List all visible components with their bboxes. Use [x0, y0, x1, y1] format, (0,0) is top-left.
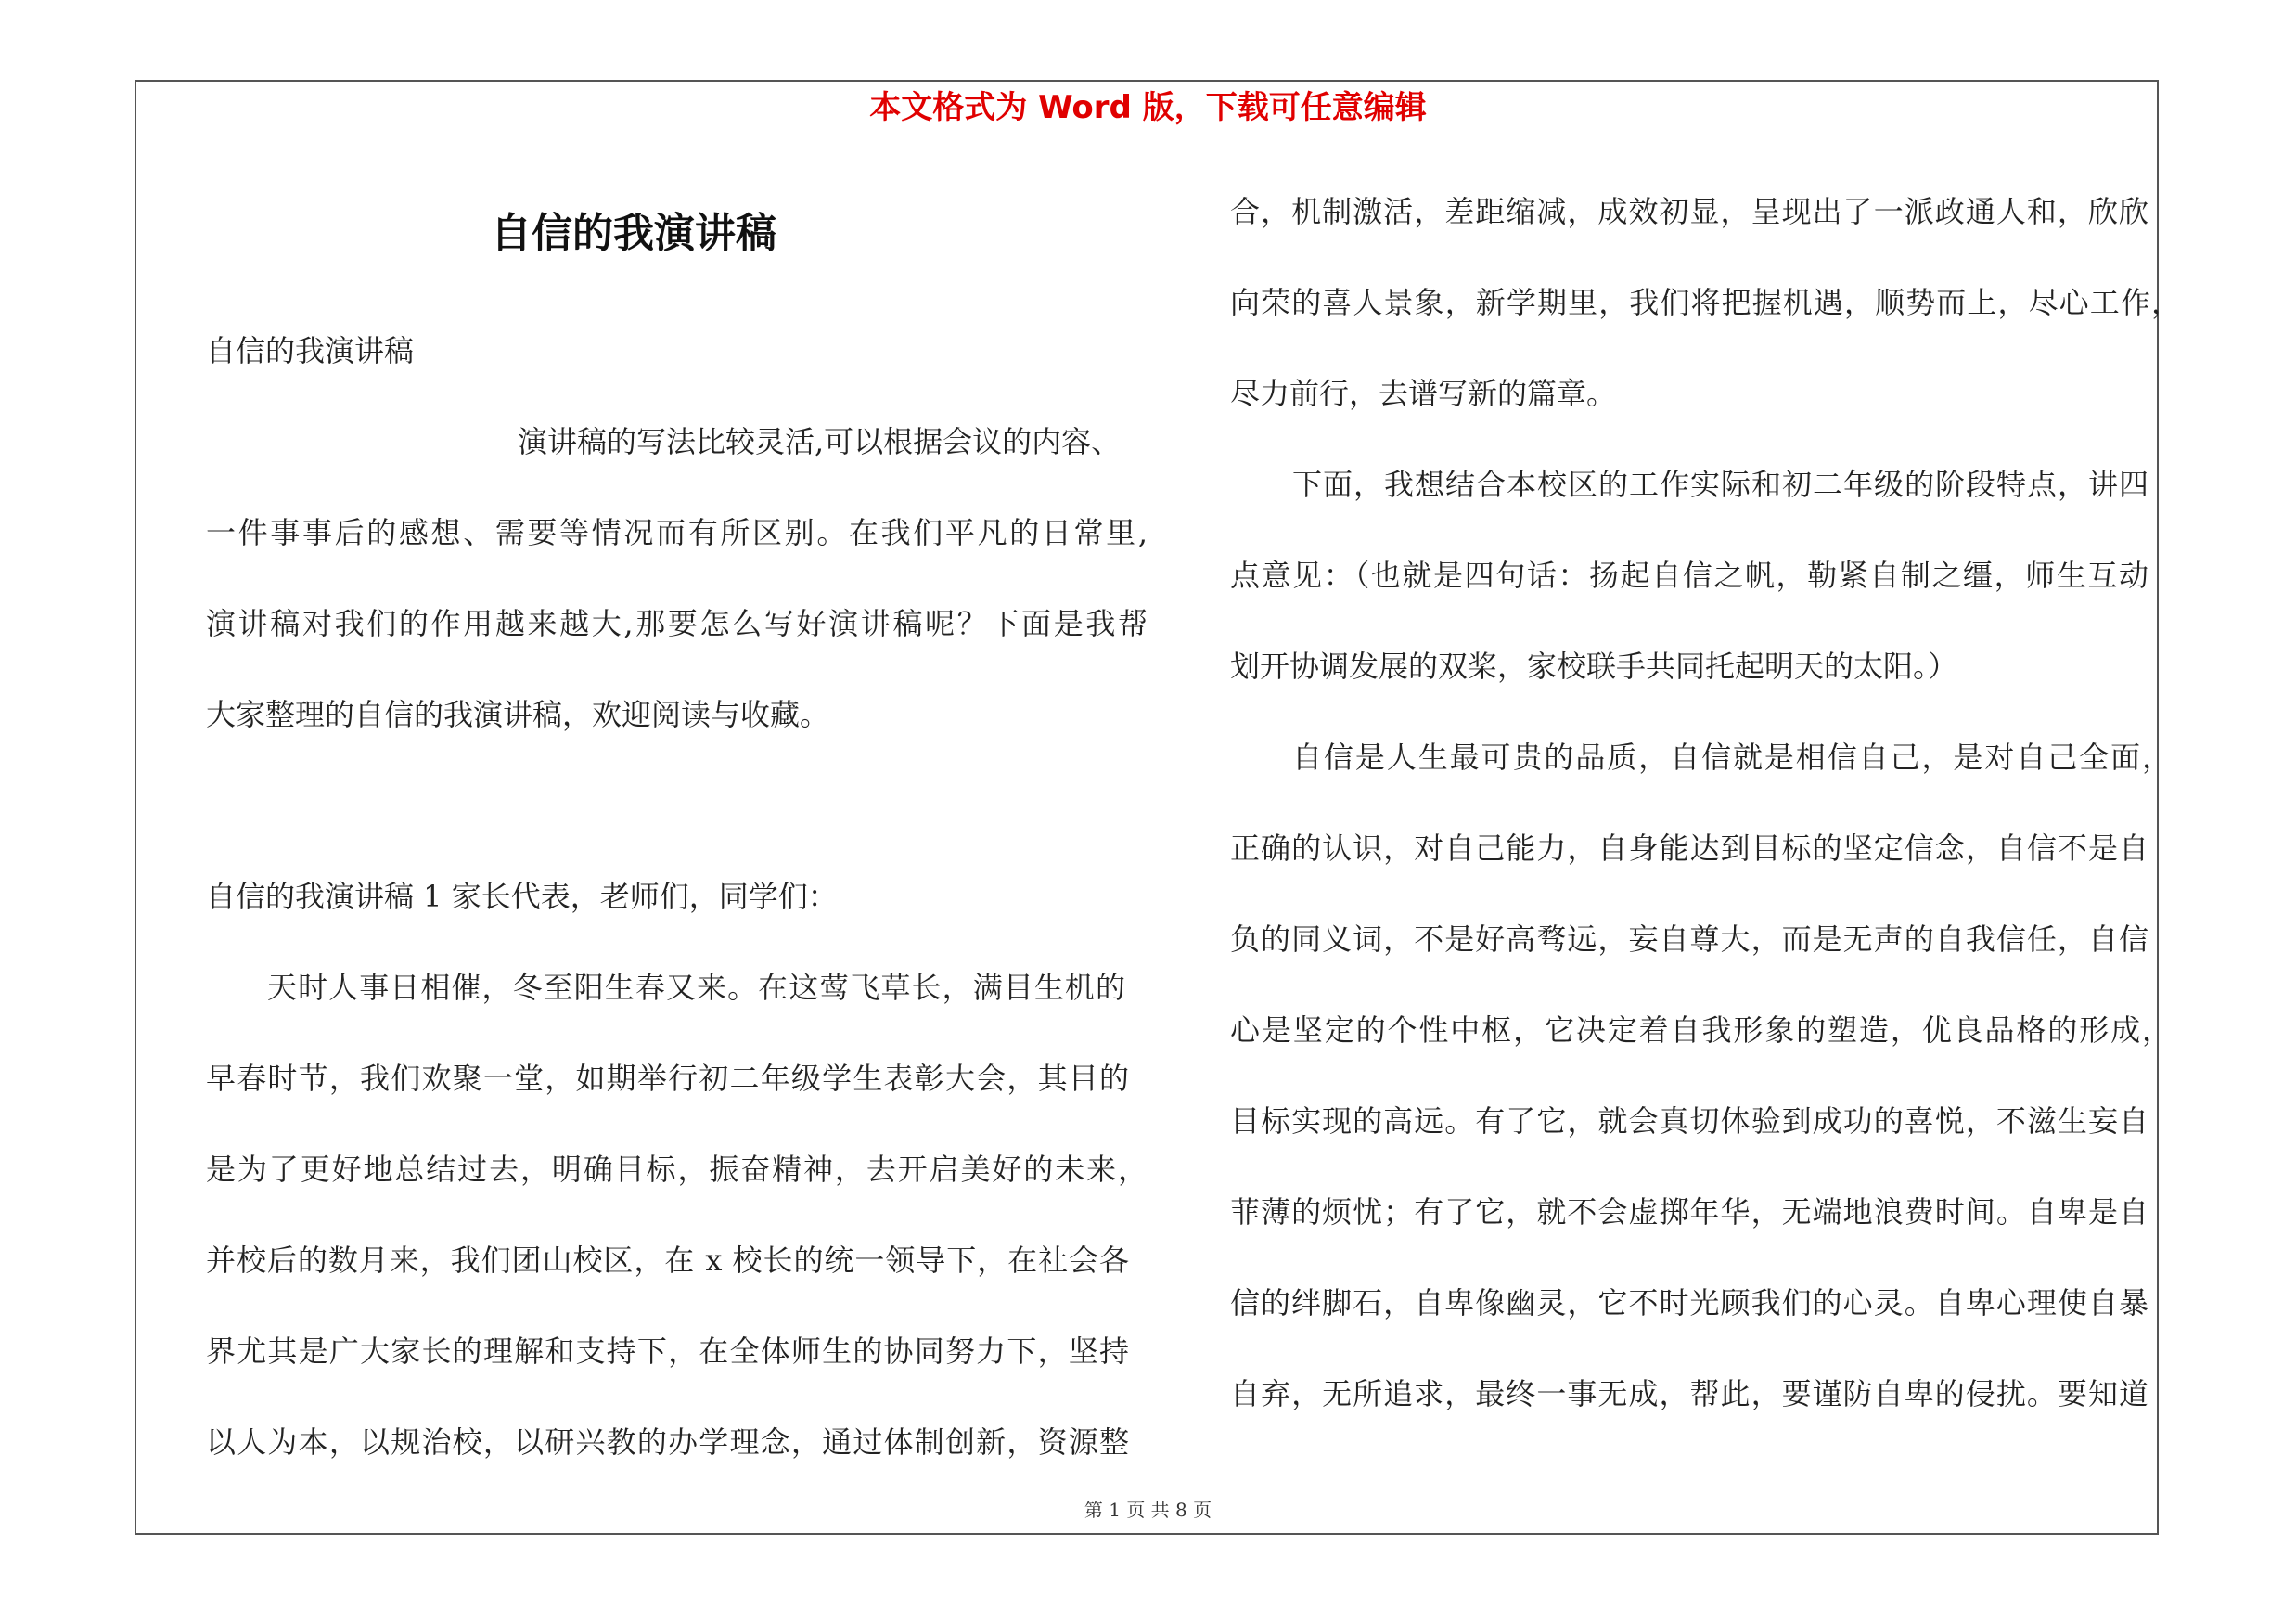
right-line-1: 合，机制激活，差距缩减，成效初显，呈现出了一派政通人和，欣欣 [1230, 194, 2148, 229]
right-line-8: 正确的认识，对自己能力，自身能达到目标的坚定信念，自信不是自 [1230, 831, 2148, 866]
right-line-5: 点意见：（也就是四句话：扬起自信之帆，勒紧自制之缰，师生互动 [1230, 558, 2148, 593]
left-line-1: 自信的我演讲稿 [206, 333, 415, 368]
left-line-5: 大家整理的自信的我演讲稿，欢迎阅读与收藏。 [206, 697, 830, 732]
left-line-2: 演讲稿的写法比较灵活,可以根据会议的内容、 [518, 424, 1122, 459]
left-line-4: 演讲稿对我们的作用越来越大,那要怎么写好演讲稿呢？下面是我帮 [206, 606, 1148, 641]
right-line-4: 下面，我想结合本校区的工作实际和初二年级的阶段特点，讲四 [1292, 467, 2148, 502]
right-line-3: 尽力前行，去谱写新的篇章。 [1230, 376, 1617, 411]
right-line-11: 目标实现的高远。有了它，就会真切体验到成功的喜悦，不滋生妄自 [1230, 1103, 2148, 1139]
right-line-2: 向荣的喜人景象，新学期里，我们将把握机遇，顺势而上，尽心工作， [1230, 285, 2181, 320]
right-line-12: 菲薄的烦忧；有了它，就不会虚掷年华，无端地浪费时间。自卑是自 [1230, 1194, 2148, 1230]
right-line-6: 划开协调发展的双桨，家校联手共同托起明天的太阳。） [1230, 649, 1958, 684]
right-line-13: 信的绊脚石，自卑像幽灵，它不时光顾我们的心灵。自卑心理使自暴 [1230, 1285, 2148, 1320]
left-line-8: 早春时节，我们欢聚一堂，如期举行初二年级学生表彰大会，其目的 [206, 1061, 1129, 1096]
left-line-9: 是为了更好地总结过去，明确目标，振奋精神，去开启美好的未来， [206, 1152, 1148, 1187]
left-line-12: 以人为本，以规治校，以研兴教的办学理念，通过体制创新，资源整 [206, 1424, 1129, 1460]
right-line-14: 自弃，无所追求，最终一事无成，帮此，要谨防自卑的侵扰。要知道 [1230, 1376, 2148, 1411]
right-line-10: 心是坚定的个性中枢，它决定着自我形象的塑造，优良品格的形成， [1230, 1012, 2172, 1048]
left-line-10: 并校后的数月来，我们团山校区，在 x 校长的统一领导下，在社会各 [206, 1243, 1129, 1278]
left-line-11: 界尤其是广大家长的理解和支持下，在全体师生的协同努力下，坚持 [206, 1333, 1129, 1369]
left-line-6: 自信的我演讲稿 1 家长代表，老师们，同学们： [206, 879, 838, 914]
format-banner: 本文格式为 Word 版，下载可任意编辑 [869, 89, 1427, 126]
left-line-3: 一件事事后的感想、需要等情况而有所区别。在我们平凡的日常里, [206, 515, 1148, 550]
right-line-9: 负的同义词，不是好高骛远，妄自尊大，而是无声的自我信任，自信 [1230, 921, 2148, 957]
document-title: 自信的我演讲稿 [491, 210, 776, 257]
left-line-7: 天时人事日相催，冬至阳生春又来。在这莺飞草长，满目生机的 [267, 970, 1125, 1005]
right-line-7: 自信是人生最可贵的品质，自信就是相信自己，是对自己全面， [1292, 740, 2172, 775]
page-footer: 第 1 页 共 8 页 [1084, 1499, 1212, 1521]
